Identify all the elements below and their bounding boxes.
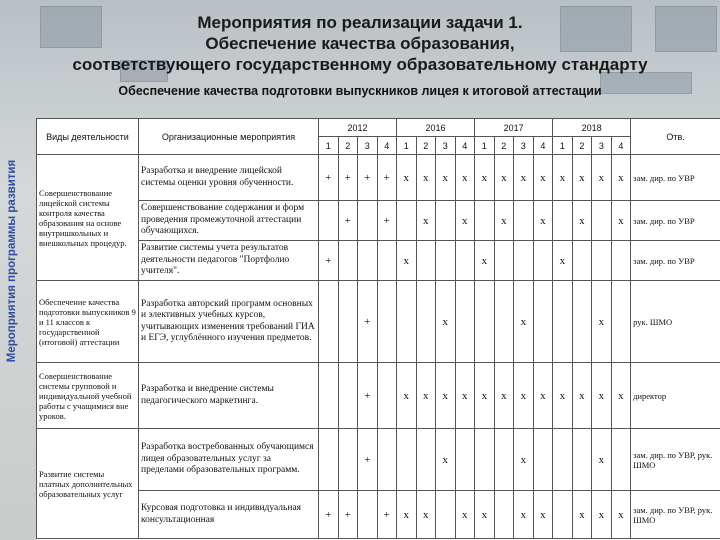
schedule-mark-cell: х: [455, 491, 475, 539]
table-row: [37, 281, 720, 363]
activity-cell: Совершенствование содержания и форм проведения промежуточной аттестации обучающихся.: [139, 201, 319, 241]
activity-cell: Разработка авторский программ основных и элективных учебных курсов, учитывающих изменения требований ГИА и ЕГЭ, углублённого изучения предметов.: [139, 281, 319, 363]
schedule-mark-cell: [455, 281, 475, 363]
schedule-mark-cell: [611, 241, 631, 281]
category-cell: Обеспечение качества подготовки выпускников 9 и 11 классов к государственной (итоговой) аттестации: [37, 281, 139, 363]
schedule-mark-cell: [611, 429, 631, 491]
schedule-mark-cell: [319, 429, 339, 491]
category-cell: Совершенствование лицейской системы контроля качества образования на основе внутришкольных и внешкольных процедур.: [37, 155, 139, 281]
title-line-1: Мероприятия по реализации задачи 1.: [197, 13, 523, 32]
schedule-mark-cell: [494, 491, 514, 539]
header-types: Виды деятельности: [37, 119, 139, 155]
schedule-mark-cell: х: [475, 155, 495, 201]
schedule-mark-cell: х: [416, 491, 436, 539]
schedule-mark-cell: х: [592, 491, 612, 539]
schedule-mark-cell: х: [592, 363, 612, 429]
schedule-mark-cell: х: [514, 363, 534, 429]
schedule-mark-cell: [338, 241, 358, 281]
schedule-mark-cell: х: [514, 491, 534, 539]
schedule-mark-cell: х: [397, 363, 417, 429]
activity-cell: Разработка и внедрение лицейской системы оценки уровня обученности.: [139, 155, 319, 201]
responsible-cell: директор: [631, 363, 720, 429]
schedule-mark-cell: [533, 241, 553, 281]
schedule-mark-cell: +: [358, 429, 378, 491]
activity-cell: Разработка востребованных обучающимся лицея образовательных услуг за пределами образовательных программ.: [139, 429, 319, 491]
schedule-mark-cell: +: [319, 241, 339, 281]
schedule-mark-cell: х: [455, 201, 475, 241]
header-quarter: 4: [377, 137, 397, 155]
header-year: 2012: [319, 119, 397, 137]
schedule-mark-cell: х: [455, 363, 475, 429]
table-row: [37, 429, 720, 491]
responsible-cell: зам. дир. по УВР, рук. ШМО: [631, 491, 720, 539]
schedule-mark-cell: [553, 281, 573, 363]
schedule-mark-cell: х: [592, 429, 612, 491]
responsible-cell: рук. ШМО: [631, 281, 720, 363]
responsible-cell: зам. дир. по УВР: [631, 201, 720, 241]
schedule-mark-cell: [377, 241, 397, 281]
schedule-mark-cell: [377, 281, 397, 363]
header-quarter: 3: [514, 137, 534, 155]
schedule-mark-cell: +: [377, 201, 397, 241]
header-quarter: 2: [572, 137, 592, 155]
schedule-mark-cell: [475, 429, 495, 491]
header-activities: Организационные мероприятия: [139, 119, 319, 155]
schedule-mark-cell: х: [514, 281, 534, 363]
schedule-mark-cell: х: [494, 363, 514, 429]
schedule-mark-cell: х: [533, 201, 553, 241]
schedule-mark-cell: [572, 241, 592, 281]
schedule-mark-cell: [436, 241, 456, 281]
schedule-mark-cell: [475, 201, 495, 241]
schedule-mark-cell: х: [436, 429, 456, 491]
header-quarter: 2: [338, 137, 358, 155]
schedule-mark-cell: +: [319, 491, 339, 539]
schedule-mark-cell: [494, 429, 514, 491]
schedule-mark-cell: х: [611, 491, 631, 539]
schedule-mark-cell: х: [572, 491, 592, 539]
schedule-mark-cell: х: [553, 363, 573, 429]
header-quarter: 1: [319, 137, 339, 155]
schedule-mark-cell: +: [358, 363, 378, 429]
schedule-mark-cell: [377, 363, 397, 429]
schedule-mark-cell: [436, 201, 456, 241]
schedule-mark-cell: [455, 241, 475, 281]
schedule-mark-cell: х: [514, 429, 534, 491]
schedule-mark-cell: х: [533, 363, 553, 429]
schedule-mark-cell: +: [338, 201, 358, 241]
schedule-mark-cell: [533, 429, 553, 491]
table-row: [37, 491, 720, 539]
title-line-3: соответствующего государственному образовательному стандарту: [72, 55, 648, 74]
schedule-mark-cell: х: [397, 155, 417, 201]
schedule-mark-cell: х: [592, 281, 612, 363]
schedule-mark-cell: х: [436, 155, 456, 201]
schedule-mark-cell: [572, 429, 592, 491]
plan-table-sheet: [36, 118, 720, 540]
schedule-mark-cell: +: [338, 491, 358, 539]
schedule-mark-cell: +: [358, 155, 378, 201]
schedule-mark-cell: [319, 201, 339, 241]
schedule-mark-cell: х: [572, 363, 592, 429]
header-quarter: 3: [436, 137, 456, 155]
schedule-mark-cell: [572, 281, 592, 363]
schedule-mark-cell: х: [514, 155, 534, 201]
schedule-mark-cell: х: [553, 155, 573, 201]
header-quarter: 2: [416, 137, 436, 155]
schedule-mark-cell: [611, 281, 631, 363]
schedule-mark-cell: х: [397, 491, 417, 539]
schedule-mark-cell: [553, 201, 573, 241]
header-quarter: 4: [533, 137, 553, 155]
schedule-mark-cell: [397, 429, 417, 491]
schedule-mark-cell: х: [416, 155, 436, 201]
schedule-mark-cell: +: [319, 155, 339, 201]
header-year: 2017: [475, 119, 553, 137]
schedule-mark-cell: х: [397, 241, 417, 281]
plan-table: [36, 118, 720, 539]
schedule-mark-cell: х: [572, 155, 592, 201]
table-row: [37, 155, 720, 201]
schedule-mark-cell: [377, 429, 397, 491]
table-row: [37, 201, 720, 241]
schedule-mark-cell: х: [494, 155, 514, 201]
schedule-mark-cell: [592, 201, 612, 241]
schedule-mark-cell: х: [416, 201, 436, 241]
header-year: 2016: [397, 119, 475, 137]
schedule-mark-cell: [553, 491, 573, 539]
schedule-mark-cell: х: [533, 155, 553, 201]
schedule-mark-cell: [514, 201, 534, 241]
schedule-mark-cell: [319, 363, 339, 429]
header-quarter: 1: [553, 137, 573, 155]
header-quarter: 1: [397, 137, 417, 155]
schedule-mark-cell: [592, 241, 612, 281]
schedule-mark-cell: х: [475, 491, 495, 539]
schedule-mark-cell: +: [377, 491, 397, 539]
side-label: Мероприятия программы развития: [6, 159, 18, 363]
schedule-mark-cell: х: [533, 491, 553, 539]
responsible-cell: зам. дир. по УВР: [631, 241, 720, 281]
header-quarter: 4: [455, 137, 475, 155]
schedule-mark-cell: х: [436, 281, 456, 363]
table-row: [37, 363, 720, 429]
schedule-mark-cell: [397, 281, 417, 363]
schedule-mark-cell: х: [475, 241, 495, 281]
schedule-mark-cell: [319, 281, 339, 363]
schedule-mark-cell: х: [611, 201, 631, 241]
schedule-mark-cell: [416, 281, 436, 363]
schedule-mark-cell: х: [475, 363, 495, 429]
activity-cell: Развитие системы учета результатов деятельности педагогов "Портфолио учителя".: [139, 241, 319, 281]
schedule-mark-cell: х: [553, 241, 573, 281]
schedule-mark-cell: [358, 491, 378, 539]
schedule-mark-cell: х: [436, 363, 456, 429]
schedule-mark-cell: [475, 281, 495, 363]
schedule-mark-cell: [397, 201, 417, 241]
schedule-mark-cell: х: [455, 155, 475, 201]
category-cell: Развитие системы платных дополнительных образовательных услуг: [37, 429, 139, 539]
header-responsible: Отв.: [631, 119, 720, 155]
header-quarter: 2: [494, 137, 514, 155]
header-quarter: 3: [592, 137, 612, 155]
schedule-mark-cell: [358, 201, 378, 241]
schedule-mark-cell: [358, 241, 378, 281]
slide-subtitle: Обеспечение качества подготовки выпускников лицея к итоговой аттестации: [118, 84, 602, 98]
schedule-mark-cell: х: [592, 155, 612, 201]
schedule-mark-cell: +: [377, 155, 397, 201]
header-quarter: 4: [611, 137, 631, 155]
schedule-mark-cell: [436, 491, 456, 539]
schedule-mark-cell: [416, 241, 436, 281]
table-row: [37, 241, 720, 281]
schedule-mark-cell: х: [572, 201, 592, 241]
responsible-cell: зам. дир. по УВР: [631, 155, 720, 201]
schedule-mark-cell: [455, 429, 475, 491]
schedule-mark-cell: +: [358, 281, 378, 363]
schedule-mark-cell: [494, 281, 514, 363]
schedule-mark-cell: х: [611, 155, 631, 201]
activity-cell: Разработка и внедрение системы педагогического маркетинга.: [139, 363, 319, 429]
header-quarter: 3: [358, 137, 378, 155]
responsible-cell: зам. дир. по УВР, рук. ШМО: [631, 429, 720, 491]
schedule-mark-cell: х: [611, 363, 631, 429]
schedule-mark-cell: [533, 281, 553, 363]
schedule-mark-cell: +: [338, 155, 358, 201]
schedule-mark-cell: [338, 363, 358, 429]
schedule-mark-cell: [553, 429, 573, 491]
schedule-mark-cell: х: [494, 201, 514, 241]
slide-title: [0, 12, 720, 75]
activity-cell: Курсовая подготовка и индивидуальная консультационная: [139, 491, 319, 539]
header-year: 2018: [553, 119, 631, 137]
schedule-mark-cell: х: [416, 363, 436, 429]
schedule-mark-cell: [338, 281, 358, 363]
schedule-mark-cell: [338, 429, 358, 491]
category-cell: Совершенствование системы групповой и индивидуальной учебной работы с учащимися вне уроков.: [37, 363, 139, 429]
schedule-mark-cell: [416, 429, 436, 491]
schedule-mark-cell: [494, 241, 514, 281]
schedule-mark-cell: [514, 241, 534, 281]
title-line-2: Обеспечение качества образования,: [205, 34, 515, 53]
header-quarter: 1: [475, 137, 495, 155]
